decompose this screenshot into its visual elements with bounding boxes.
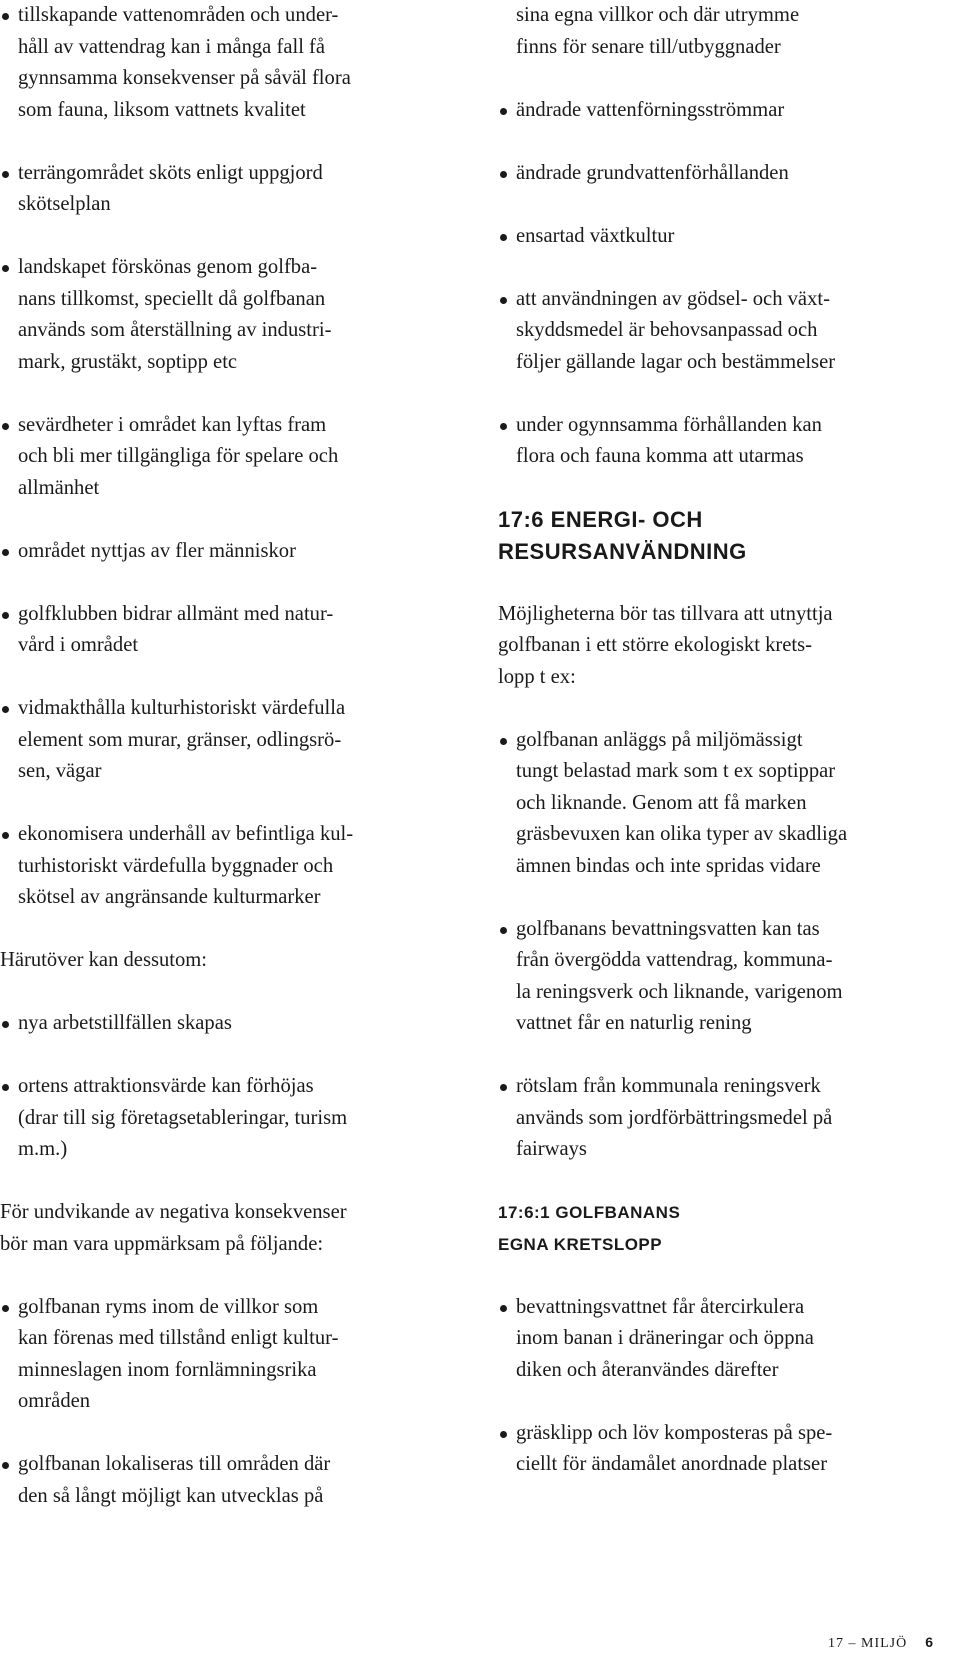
list-item: [498, 95, 953, 127]
paragraph: Härutöver kan dessutom:: [0, 949, 208, 971]
list-item-text: ortens attraktionsvärde kan förhöjas (drar till sig företagsetableringar, turism m.m.): [18, 1075, 348, 1160]
paragraph: Möjligheterna bör tas tillvara att utnyttja golfbanan i ett större ekologiskt krets- lopp t ex:: [498, 602, 833, 688]
list-item-text: nya arbetstillfällen skapas: [18, 1012, 232, 1034]
list-item: [0, 410, 465, 505]
list-item: [0, 1292, 465, 1418]
list-item-continuation: [498, 0, 953, 63]
list-item-text: golfbanan ryms inom de villkor som kan förenas med tillstånd enligt kultur- minneslagen inom fornlämningsrika områden: [18, 1295, 339, 1412]
right-column: [498, 0, 953, 1512]
list-item: [0, 1449, 465, 1512]
page-footer: [828, 1634, 933, 1652]
page-number: 6: [925, 1634, 934, 1650]
list-item: [0, 536, 465, 568]
list-item-text: terrängområdet sköts enligt uppgjord skötselplan: [18, 161, 323, 215]
list-item: [498, 725, 953, 883]
list-item-text: rötslam från kommunala reningsverk används som jordförbättringsmedel på fairways: [516, 1075, 833, 1160]
list-item-text: vidmakthålla kulturhistoriskt värdefulla element som murar, gränser, odlingsrö- sen, vägar: [18, 697, 346, 782]
list-item-text: sevärdheter i området kan lyftas fram och bli mer tillgängliga för spelare och allmänhet: [18, 413, 339, 499]
list-item: [498, 1292, 953, 1387]
list-item: [498, 914, 953, 1040]
list-item-text: golfbanan anläggs på miljömässigt tungt belastad mark som t ex soptippar och liknande. Genom att få marken gräsbevuxen kan olika typer av skadliga ämnen bindas och inte spridas vidare: [516, 728, 848, 877]
list-item-text: golfbanan lokaliseras till områden där den så långt möjligt kan utvecklas på: [18, 1453, 331, 1507]
list-item-text: att användningen av gödsel- och växt- skyddsmedel är behovsanpassad och följer gällande lagar och bestämmelser: [516, 287, 836, 373]
list-item-text: ändrade grundvattenförhållanden: [516, 161, 789, 184]
list-item: [0, 693, 465, 788]
list-item-text: golfklubben bidrar allmänt med natur- vård i området: [18, 602, 334, 656]
list-item-text: golfbanans bevattningsvatten kan tas från övergödda vattendrag, kommuna- la reningsverk och liknande, varigenom vattnet får en naturlig rening: [516, 917, 843, 1034]
list-item-text: tillskapande vattenområden och under- håll av vattendrag kan i många fall få gynnsamma konsekvenser på såväl flora som fauna, liksom vattnets kvalitet: [18, 4, 351, 121]
list-item: [0, 1008, 465, 1040]
list-item-text: ändrade vattenförningsströmmar: [516, 98, 785, 121]
list-item-text: under ogynnsamma förhållanden kan flora och fauna komma att utarmas: [516, 413, 822, 467]
list-item: [0, 599, 465, 662]
list-item-text: ekonomisera underhåll av befintliga kul- turhistoriskt värdefulla byggnader och skötsel av angränsande kulturmarker: [18, 823, 354, 908]
list-item: [498, 221, 953, 253]
list-item: [0, 1071, 465, 1166]
list-item: [0, 0, 465, 126]
footer-section: 17 – MILJÖ: [828, 1636, 908, 1651]
list-item-text: gräsklipp och löv komposteras på spe- ciellt för ändamålet anordnade platser: [516, 1421, 833, 1475]
list-item: [498, 284, 953, 379]
list-item: [498, 1418, 953, 1481]
list-item-text: området nyttjas av fler människor: [18, 539, 296, 562]
list-item-text: ensartad växtkultur: [516, 224, 675, 247]
list-item-text: sina egna villkor och där utrymme finns för senare till/utbyggnader: [516, 4, 800, 58]
left-column: [0, 0, 465, 1544]
list-item: [498, 1071, 953, 1166]
paragraph: För undvikande av negativa konsekvenser bör man vara uppmärksam på följande:: [0, 1201, 347, 1255]
list-item-text: landskapet förskönas genom golfba- nans tillkomst, speciellt då golfbanan används som återställning av industri- mark, grustäkt, soptipp etc: [18, 256, 332, 373]
list-item: [498, 410, 953, 473]
list-item: [498, 158, 953, 190]
section-heading: 17:6 ENERGI- OCH RESURSANVÄNDNING: [498, 507, 747, 564]
list-item-text: bevattningsvattnet får återcirkulera inom banan i dräneringar och öppna diken och återanvändes därefter: [516, 1295, 814, 1381]
list-item: [0, 158, 465, 221]
list-item: [0, 252, 465, 378]
subsection-heading: 17:6:1 GOLFBANANS EGNA KRETSLOPP: [498, 1203, 681, 1254]
list-item: [0, 819, 465, 914]
